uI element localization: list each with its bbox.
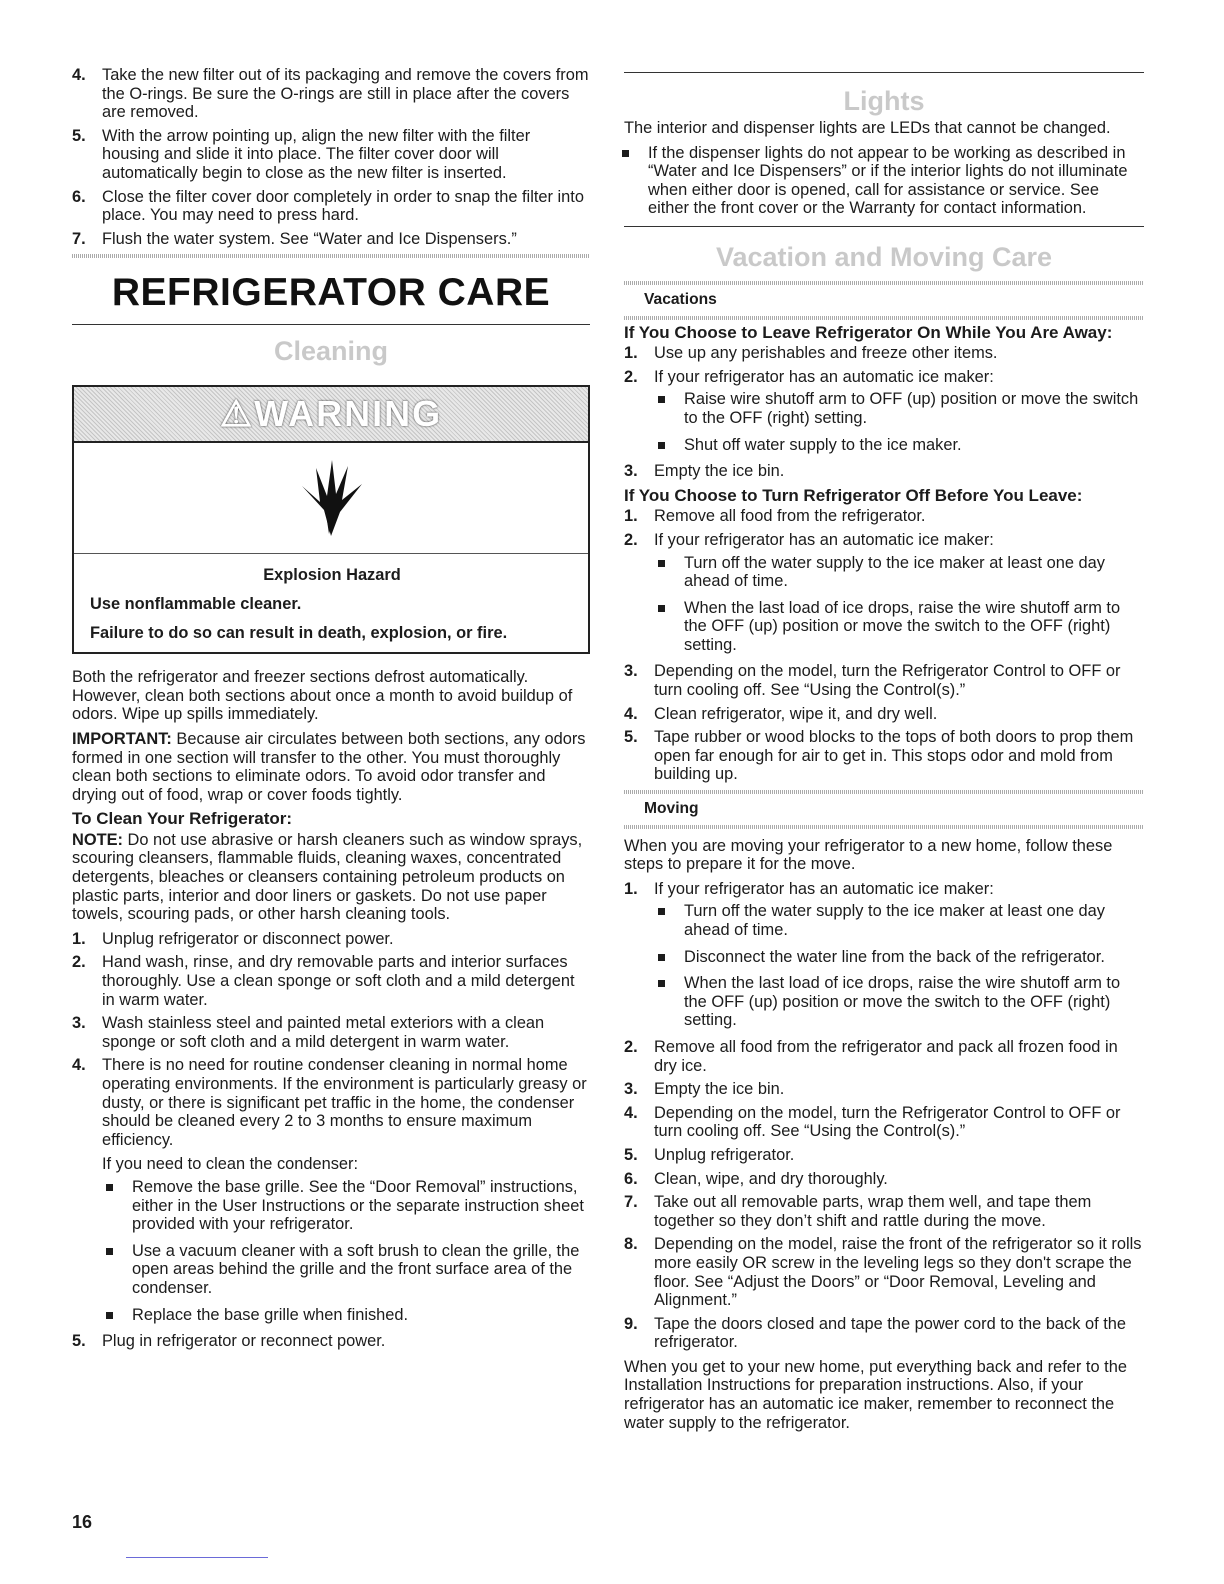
moving-label: Moving <box>644 800 699 818</box>
warning-line-1: Use nonflammable cleaner. <box>90 594 302 613</box>
list-item: Shut off water supply to the ice maker. <box>654 436 1144 455</box>
turn-off-heading: If You Choose to Turn Refrigerator Off Before You Leave: <box>624 485 1083 505</box>
list-item: Raise wire shutoff arm to OFF (up) position or move the switch to the OFF (right) setting. <box>654 390 1144 427</box>
list-item: 5. Unplug refrigerator. <box>624 1145 795 1164</box>
warning-band <box>74 387 588 443</box>
list-item: 4. Clean refrigerator, wipe it, and dry well. <box>624 704 938 723</box>
footer-line <box>126 1557 268 1558</box>
vacation-heading: Vacation and Moving Care <box>715 241 1053 272</box>
clean-steps <box>72 930 590 1351</box>
section-rule <box>624 226 1144 227</box>
list-item: 6. Close the filter cover door completely in order to snap the filter into place. You may need to press hard. <box>72 187 584 225</box>
list-item: 1. Use up any perishables and freeze other items. <box>624 344 998 363</box>
list-item: Turn off the water supply to the ice maker at least one day ahead of time. <box>654 902 1144 939</box>
turn-off-steps <box>624 507 1144 784</box>
warning-line-2: Failure to do so can result in death, explosion, or fire. <box>90 623 508 642</box>
list-item: 9. Tape the doors closed and tape the power cord to the back of the refrigerator. <box>624 1314 1126 1352</box>
list-item: 4. Depending on the model, turn the Refrigerator Control to OFF or turn cooling off. See “Using the Control(s).” <box>624 1103 1121 1141</box>
right-column <box>624 66 1144 1438</box>
list-item: 1. If your refrigerator has an automatic ice maker: Turn off the water supply to the ice maker at least one day ahead of time. Disconnect the water line from the back of the refrigerator. When the last load of ice drops, raise the wire shutoff arm to the OFF (up) position or move the switch to the OFF (right) setting. <box>624 880 1144 1030</box>
list-item: 3. Wash stainless steel and painted metal exteriors with a clean sponge or soft cloth and a mild detergent in warm water. <box>72 1014 545 1051</box>
important-paragraph: IMPORTANT: Because air circulates between both sections, any odors formed in one section will transfer to the other. You must thoroughly clean both sections to eliminate odors. To avoid odor transfer and drying out of food, wrap or cover foods tightly. <box>72 729 586 804</box>
list-item: 2. If your refrigerator has an automatic ice maker: Turn off the water supply to the ice maker at least one day ahead of time. When the last load of ice drops, raise the wire shutoff arm to the OFF (up) position or move the switch to the OFF (right) setting. <box>624 531 1144 655</box>
note-paragraph: NOTE: Do not use abrasive or harsh cleaners such as window sprays, scouring cleansers, flammable fluids, cleaning waxes, concentrated detergents, bleaches or cleansers containing petroleum products on plastic parts, interior and door liners or gaskets. Do not use paper towels, scouring pads, or other harsh cleaning tools. <box>72 830 583 924</box>
lights-text: The interior and dispenser lights are LEDs that cannot be changed. <box>624 119 1111 137</box>
dotted-divider <box>624 316 1144 320</box>
dotted-divider <box>72 254 590 258</box>
section-rule <box>72 324 590 325</box>
list-item: 4. There is no need for routine condenser cleaning in normal home operating environments. If the environment is particularly greasy or dusty, or there is significant pet traffic in the home, the condenser should be cleaned every 2 to 3 months to ensure maximum efficiency. If you need to clean the condenser: Remove the base grille. See the “Door Removal” instructions, either in the User Instructions or the separate instruction sheet provided with your refrigerator. Use a vacuum cleaner with a soft brush to clean the grille, the open areas behind the grille and the front surface area of the condenser. Replace the base grille when finished. <box>72 1056 590 1324</box>
list-item: When the last load of ice drops, raise the wire shutoff arm to the OFF (up) position or move the switch to the OFF (right) setting. <box>654 974 1144 1030</box>
condenser-intro: If you need to clean the condenser: <box>102 1155 359 1174</box>
list-item: 2. If your refrigerator has an automatic ice maker: Raise wire shutoff arm to OFF (up) position or move the switch to the OFF (right) setting. Shut off water supply to the ice maker. <box>624 368 1144 454</box>
turn-off-bullets <box>654 554 1144 655</box>
moving-outro: When you get to your new home, put everything back and refer to the Installation Instructions for preparation instructions. Also, if your refrigerator has an automatic ice maker, remember to reconnect the water supply to the refrigerator. <box>624 1357 1127 1432</box>
moving-steps <box>624 880 1144 1352</box>
list-item: 7. Take out all removable parts, wrap them well, and tape them together so they don’t shift and rattle during the move. <box>624 1193 1092 1230</box>
moving-bullets <box>654 902 1144 1030</box>
leave-on-bullets <box>654 390 1144 454</box>
list-item: 5. Tape rubber or wood blocks to the tops of both doors to prop them open far enough for air to get in. This stops odor and mold from building up. <box>624 728 1134 784</box>
lights-heading: Lights <box>843 86 925 116</box>
condenser-bullets <box>72 1178 590 1324</box>
list-item: 6. Clean, wipe, and dry thoroughly. <box>624 1169 888 1188</box>
list-item: 3. Depending on the model, turn the Refrigerator Control to OFF or turn cooling off. See “Using the Control(s).” <box>624 662 1121 700</box>
list-item: 5. Plug in refrigerator or reconnect power. <box>72 1332 386 1351</box>
list-item: Turn off the water supply to the ice maker at least one day ahead of time. <box>654 554 1144 591</box>
list-item: 4. Take the new filter out of its packaging and remove the covers from the O-rings. Be sure the O-rings are still in place after the covers are removed. <box>72 66 589 122</box>
list-item: If the dispenser lights do not appear to be working as described in “Water and Ice Dispensers” or if the interior lights do not illuminate when either door is opened, call for assistance or service. See either the front cover or the Warranty for contact information. <box>618 144 1144 218</box>
leave-on-steps <box>624 344 1144 481</box>
page-title: REFRIGERATOR CARE <box>111 271 551 315</box>
cleaning-intro: Both the refrigerator and freezer sections defrost automatically. However, clean both sections about once a month to avoid buildup of odors. Wipe up spills immediately. <box>72 668 573 724</box>
list-item: 5. With the arrow pointing up, align the new filter with the filter housing and slide it into place. The filter cover door will automatically begin to close as the new filter is inserted. <box>72 126 531 182</box>
list-item: 3. Empty the ice bin. <box>624 462 785 481</box>
clean-heading: To Clean Your Refrigerator: <box>72 809 293 829</box>
list-item: 8. Depending on the model, raise the front of the refrigerator so it rolls more easily OR screw in the leveling legs so they don't scrape the floor. See “Adjust the Doors” or “Door Removal, Leveling and Alignment.” <box>624 1235 1142 1310</box>
list-item: Disconnect the water line from the back of the refrigerator. <box>654 948 1144 967</box>
dotted-divider <box>624 825 1144 829</box>
list-item: 1. Remove all food from the refrigerator. <box>624 507 926 526</box>
list-item: 7. Flush the water system. See “Water and Ice Dispensers.” <box>72 229 517 248</box>
list-item: 1. Unplug refrigerator or disconnect power. <box>72 929 394 948</box>
list-item: 2. Remove all food from the refrigerator and pack all frozen food in dry ice. <box>624 1037 1118 1075</box>
warning-label: ⚠WARNING <box>219 393 443 435</box>
leave-on-heading: If You Choose to Leave Refrigerator On While You Are Away: <box>624 322 1113 342</box>
left-column <box>72 66 590 1357</box>
list-item: Remove the base grille. See the “Door Removal” instructions, either in the User Instructions or the separate instruction sheet provided with your refrigerator. <box>102 1178 590 1234</box>
dotted-divider <box>624 281 1144 285</box>
cleaning-heading: Cleaning <box>273 336 388 367</box>
moving-intro: When you are moving your refrigerator to a new home, follow these steps to prepare it for the move. <box>624 836 1113 874</box>
warning-hazard: Explosion Hazard <box>263 566 401 585</box>
warning-box <box>72 385 590 654</box>
vacations-label: Vacations <box>644 290 717 308</box>
list-item: 3. Empty the ice bin. <box>624 1080 785 1099</box>
list-item: Replace the base grille when finished. <box>102 1306 590 1325</box>
list-item: When the last load of ice drops, raise the wire shutoff arm to the OFF (up) position or move the switch to the OFF (right) setting. <box>654 599 1144 655</box>
lights-bullets <box>618 144 1144 218</box>
filter-steps <box>72 66 590 248</box>
page-number: 16 <box>72 1512 93 1532</box>
explosion-icon <box>74 443 588 554</box>
list-item: Use a vacuum cleaner with a soft brush to clean the grille, the open areas behind the grille and the front surface area of the condenser. <box>102 1242 590 1298</box>
dotted-divider <box>624 790 1144 794</box>
list-item: 2. Hand wash, rinse, and dry removable parts and interior surfaces thoroughly. Use a clean sponge or soft cloth and a mild detergent in warm water. <box>72 953 575 1009</box>
section-rule <box>624 72 1144 73</box>
